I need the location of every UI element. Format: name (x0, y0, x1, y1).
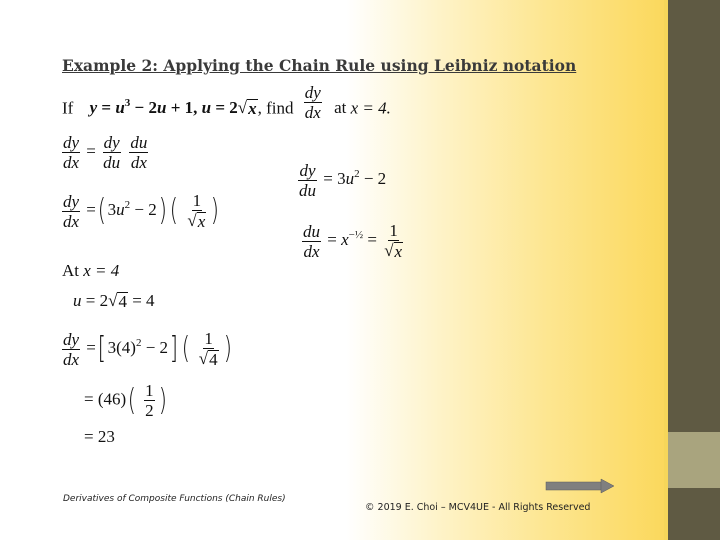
product-46: (46) (97, 389, 127, 409)
slide-title: Example 2: Applying the Chain Rule using Leibniz notation (62, 56, 577, 75)
footer-copyright: © 2019 E. Choi – MCV4UE - All Rights Reserved (365, 502, 591, 513)
dy-dx-evaluation: $\frac{dy}{dx}$ =[ $3(4)^2 - 2$] ( 1 √ 4 ) (63, 329, 232, 369)
find-label: , find (257, 98, 294, 118)
problem-statement: If $y = u^3 - 2u + 1$, u = 2 √ x , find $\frac{dy}{dx}$ at x = 4. (62, 83, 391, 122)
du-dx-result: $\frac{du}{dx}$ = $x^{-\frac{1}{2}}$ = 1 √ x (303, 221, 403, 261)
sidebar-light-panel (668, 432, 720, 488)
footer-course-title: Derivatives of Composite Functions (Chain Rules) (63, 494, 286, 504)
sidebar-bottom-panel (668, 488, 720, 540)
simplified-product: = (46)( $\frac{1}{2}$ ) (84, 381, 167, 420)
at-x-line (62, 262, 119, 279)
next-arrow-icon[interactable] (545, 478, 615, 494)
dy-du-result: $\frac{dy}{du}$ = $3u^2 - 2$ (299, 161, 387, 200)
at-label: at (334, 98, 347, 118)
u-evaluation: u = 2 √ 4 = 4 (73, 291, 155, 311)
at-label-2: At (62, 261, 79, 280)
final-answer: = 23 (84, 427, 115, 446)
x-equals-4: x = 4 (83, 261, 120, 280)
sidebar-dark-panel (668, 0, 720, 432)
dy-dx-substitution: $\frac{dy}{dx}$ =( $3u^2 - 2$) ( 1 √ x ) (63, 191, 220, 231)
u-value: 4 (146, 291, 155, 310)
if-label: If (62, 98, 74, 118)
condition-x: x = 4. (350, 98, 391, 118)
chain-rule-formula: $\frac{dy}{dx}$ = $\frac{dy}{du}$ $\frac{du}{dx}$ (63, 133, 148, 172)
